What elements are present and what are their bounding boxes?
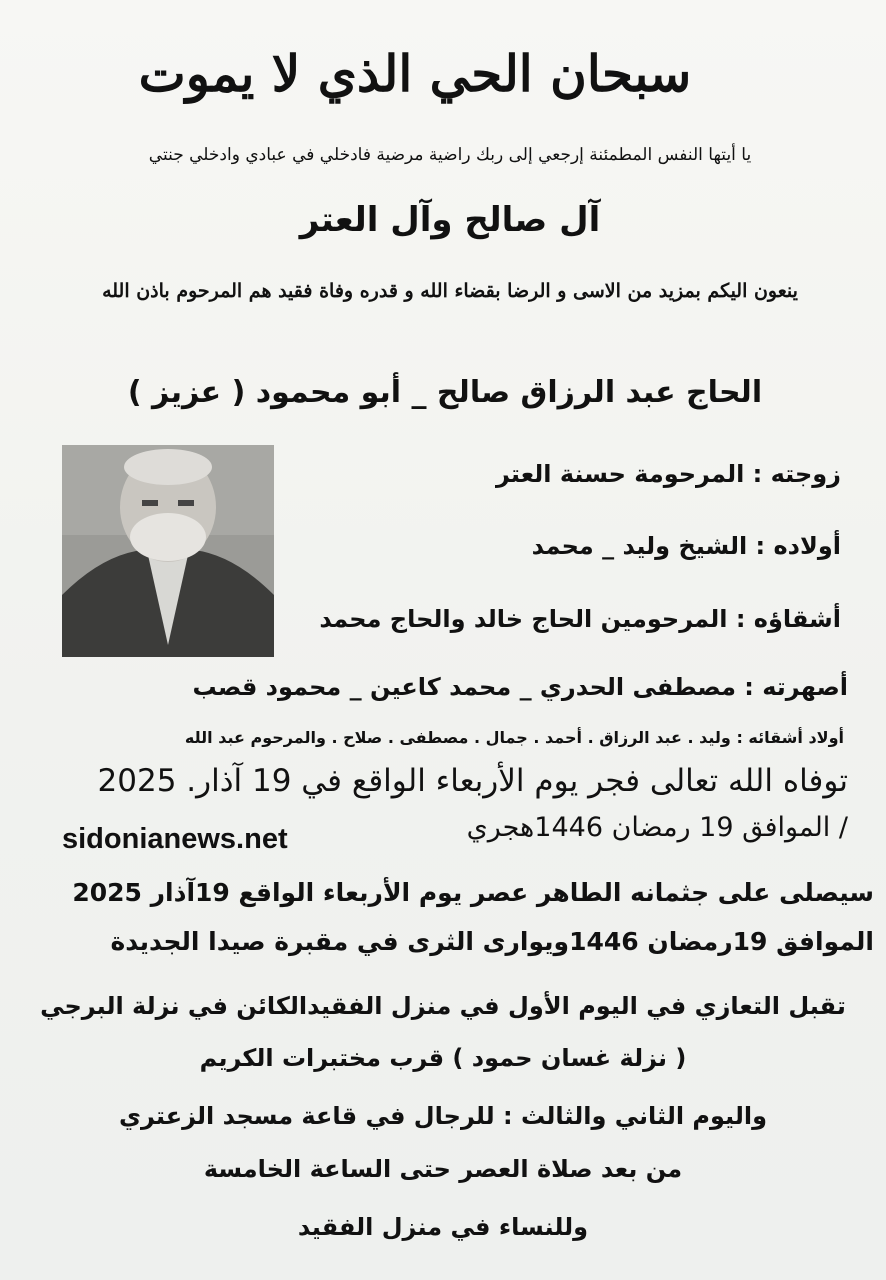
wife-line: زوجته : المرحومة حسنة العتر bbox=[496, 460, 841, 488]
sons-line: أولاده : الشيخ وليد _ محمد bbox=[531, 532, 841, 560]
portrait-image bbox=[62, 445, 274, 657]
brothers-line: أشقاؤه : المرحومين الحاج خالد والحاج محمد bbox=[319, 605, 841, 633]
condolence-line-2: ( نزلة غسان حمود ) قرب مختبرات الكريم bbox=[199, 1044, 687, 1072]
family-names: آل صالح وآل العتر bbox=[299, 200, 601, 240]
nephews-line: أولاد أشقائه : وليد . عبد الرزاق . أحمد . جمال . مصطفى . صلاح . والمرحوم عبد الله bbox=[184, 728, 844, 747]
condolence-line-5: وللنساء في منزل الفقيد bbox=[297, 1213, 589, 1241]
death-date-line: توفاه الله تعالى فجر يوم الأربعاء الواقع في 19 آذار. 2025 bbox=[97, 763, 848, 799]
hijri-date-line: / الموافق 19 رمضان 1446هجري bbox=[466, 812, 848, 843]
announcement-text: ينعون اليكم بمزيد من الاسى و الرضا بقضاء الله و قدره وفاة فقيد هم المرحوم باذن الله bbox=[102, 280, 798, 302]
inlaws-line: أصهرته : مصطفى الحدري _ محمد كاعين _ محمود قصب bbox=[192, 673, 848, 701]
calligraphy-header: سبحان الحي الذي لا يموت bbox=[138, 43, 692, 103]
condolence-line-1: تقبل التعازي في اليوم الأول في منزل الفقيدالكائن في نزلة البرجي bbox=[40, 992, 846, 1020]
deceased-photo bbox=[62, 445, 274, 657]
watermark-text: sidonianews.net bbox=[62, 823, 288, 855]
quran-verse: يا أيتها النفس المطمئنة إرجعي إلى ربك راضية مرضية فادخلي في عبادي وادخلي جنتي bbox=[148, 145, 752, 165]
condolence-line-4: من بعد صلاة العصر حتى الساعة الخامسة bbox=[203, 1155, 683, 1183]
deceased-name: الحاج عبد الرزاق صالح _ أبو محمود ( عزيز ) bbox=[127, 375, 763, 410]
prayer-line-1: سيصلى على جثمانه الطاهر عصر يوم الأربعاء الواقع 19آذار 2025 bbox=[72, 878, 874, 907]
condolence-line-3: واليوم الثاني والثالث : للرجال في قاعة مسجد الزعتري bbox=[118, 1102, 768, 1130]
prayer-line-2: الموافق 19رمضان 1446ويوارى الثرى في مقبرة صيدا الجديدة bbox=[110, 927, 874, 956]
